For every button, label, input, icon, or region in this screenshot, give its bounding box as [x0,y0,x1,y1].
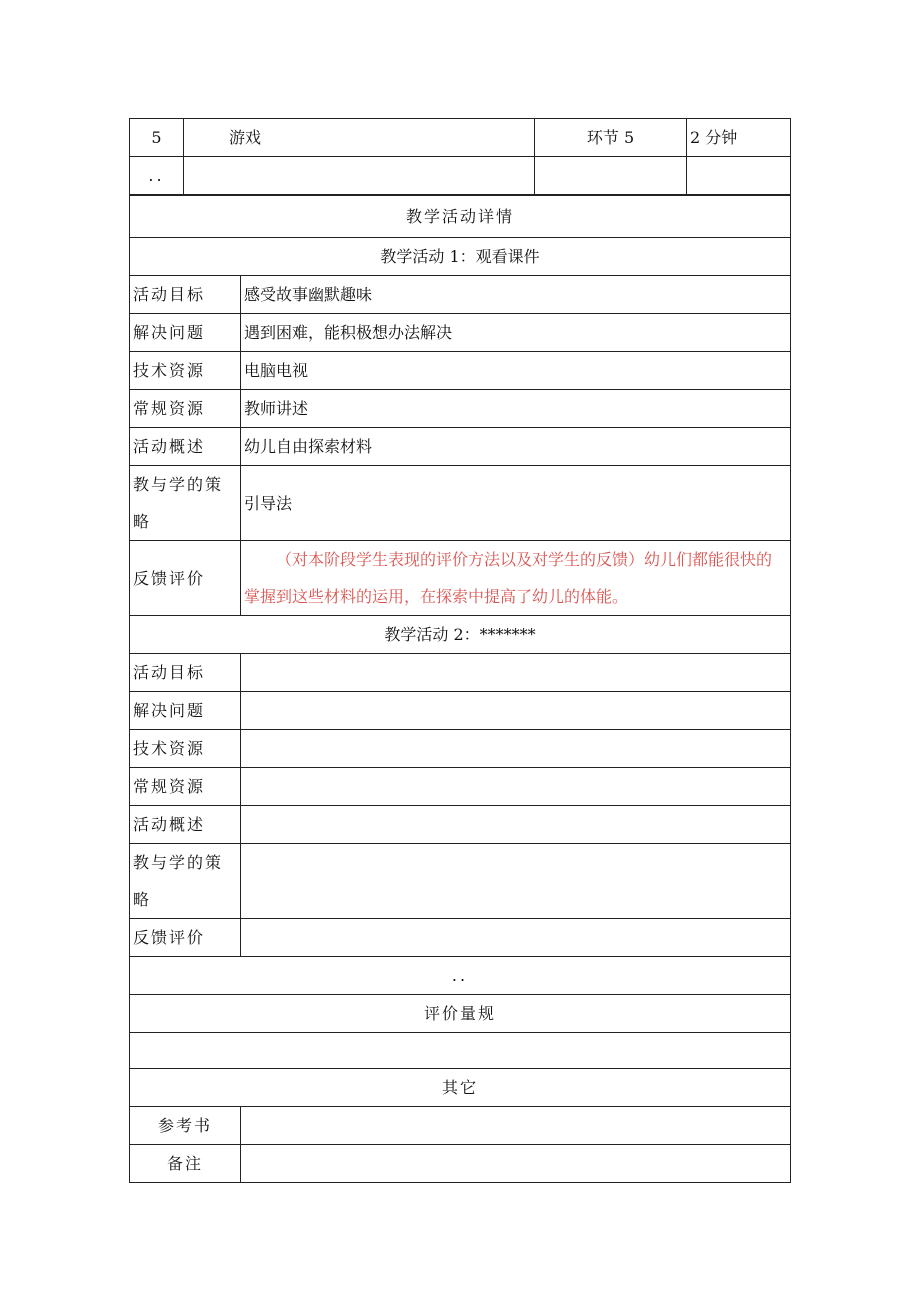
stage-number: 5 [130,119,184,157]
activity2-problem-value [241,692,791,730]
other-title: 其它 [130,1069,791,1107]
section-title: 教学活动详情 [130,196,791,238]
empty-cell [535,157,687,195]
activity2-resource-value [241,768,791,806]
stage-table [129,118,791,195]
activity2-strategy-value [241,844,791,919]
activity1-tech-value: 电脑电视 [241,352,791,390]
activity2-overview-label: 活动概述 [130,806,241,844]
dots-row: .. [130,957,791,995]
activity1-overview-value: 幼儿自由探索材料 [241,428,791,466]
dots-cell: .. [130,157,184,195]
stage-duration: 2 分钟 [687,119,791,157]
activity1-problem-value: 遇到困难，能积极想办法解决 [241,314,791,352]
lesson-plan-page [129,118,790,1183]
activity2-tech-value [241,730,791,768]
note-value [241,1145,791,1183]
activity1-tech-label: 技术资源 [130,352,241,390]
activity1-goal-label: 活动目标 [130,276,241,314]
detail-table [129,195,791,1183]
activity2-problem-label: 解决问题 [130,692,241,730]
activity1-resource-label: 常规资源 [130,390,241,428]
stage-row [130,119,791,157]
activity2-feedback-value [241,919,791,957]
rubric-content [130,1033,791,1069]
activity1-overview-label: 活动概述 [130,428,241,466]
activity2-strategy-label: 教与学的策略 [130,844,241,919]
activity2-goal-value [241,654,791,692]
stage-dots-row [130,157,791,195]
activity1-feedback-label: 反馈评价 [130,541,241,616]
activity1-goal-value: 感受故事幽默趣味 [241,276,791,314]
activity2-title: 教学活动 2：******* [130,616,791,654]
reference-value [241,1107,791,1145]
activity1-title: 教学活动 1：观看课件 [130,238,791,276]
activity2-overview-value [241,806,791,844]
empty-cell [687,157,791,195]
activity1-resource-value: 教师讲述 [241,390,791,428]
activity1-strategy-label: 教与学的策略 [130,466,241,541]
rubric-title: 评价量规 [130,995,791,1033]
activity1-strategy-value: 引导法 [241,466,791,541]
stage-name: 游戏 [184,119,535,157]
activity2-resource-label: 常规资源 [130,768,241,806]
note-label: 备注 [130,1145,241,1183]
activity2-feedback-label: 反馈评价 [130,919,241,957]
reference-label: 参考书 [130,1107,241,1145]
activity2-tech-label: 技术资源 [130,730,241,768]
stage-label: 环节 5 [535,119,687,157]
empty-cell [184,157,535,195]
activity1-feedback-value: （对本阶段学生表现的评价方法以及对学生的反馈）幼儿们都能很快的掌握到这些材料的运用，在探索中提高了幼儿的体能。 [241,541,791,616]
activity2-goal-label: 活动目标 [130,654,241,692]
activity1-problem-label: 解决问题 [130,314,241,352]
